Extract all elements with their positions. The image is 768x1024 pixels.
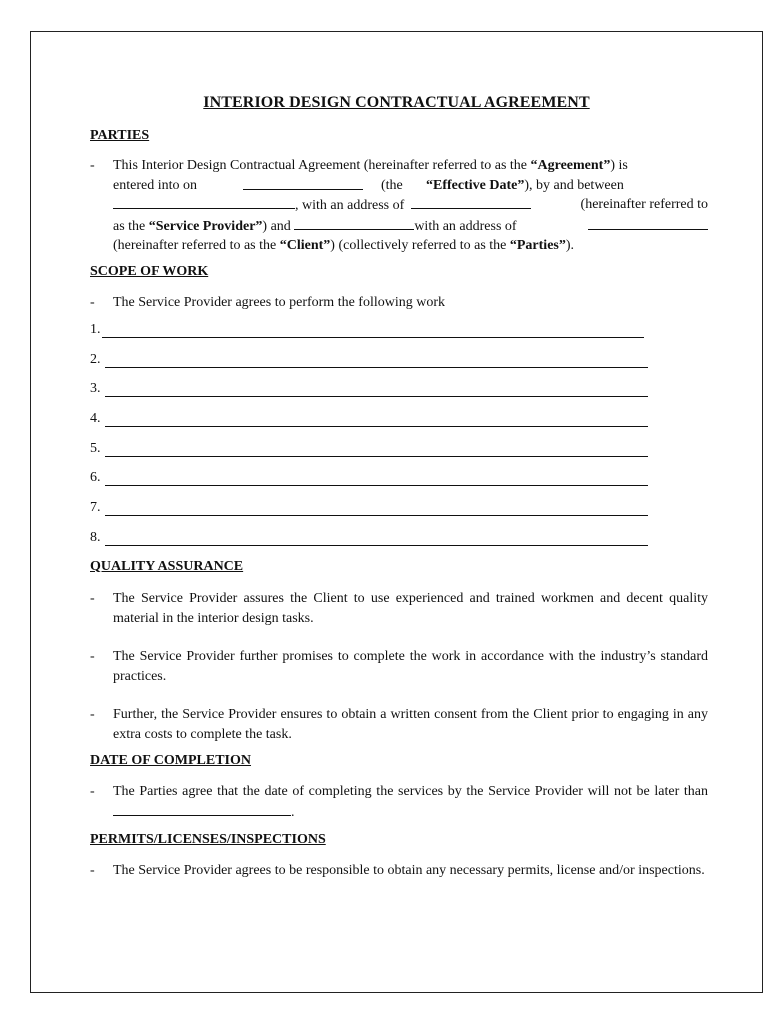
client-address-blank[interactable] <box>588 216 708 230</box>
completion-heading: DATE OF COMPLETION <box>90 753 252 768</box>
scope-item-blank[interactable] <box>105 545 648 546</box>
service-provider-name-blank[interactable] <box>113 195 295 209</box>
document-page: INTERIOR DESIGN CONTRACTUAL AGREEMENT PARTIES - This Interior Design Contractual Agreement (hereinafter referred to as the “Agreement”) is entered into on (the “Effective Date”), by and between , with an address of (hereinafter referred to as the “Service Provider”) and with an address of (hereinafter referred to as the “Client”) (collectively referred to as the “Parties”). SCOPE OF WORK - The Service Provider agrees to perform the following work 1. 2. 3. 4. 5. 6. 7. 8. QUALITY ASSURANCE - The Service Provider assures the Client to use experienced and trained workmen and decent quality material in the interior design tasks. - The Service Provider further promises to complete the work in accordance with the industry’s standard practices. - Further, the Service Provider ensures to obtain a written consent from the Client prior to engaging in any extra costs to complete the task. DATE OF COMPLETION - The Parties agree that the date of completing the services by the Service Provider will not be later than . PERMITS/LICENSES/INSPECTIONS - The Service Provider agrees to be responsible to obtain any necessary permits, license and/or inspections. <box>30 31 763 993</box>
permits-heading: PERMITS/LICENSES/INSPECTIONS <box>90 832 326 847</box>
parties-paragraph <box>90 156 708 256</box>
scope-intro: - The Service Provider agrees to perform the following work <box>90 293 708 313</box>
scope-item-blank[interactable] <box>105 515 648 516</box>
document-title: INTERIOR DESIGN CONTRACTUAL AGREEMENT <box>203 94 590 111</box>
completion-bullet: - The Parties agree that the date of completing the services by the Service Provider will not be later than . <box>90 784 708 820</box>
completion-date-blank[interactable] <box>113 802 291 816</box>
scope-item-blank[interactable] <box>102 337 644 338</box>
parties-line-5: (hereinafter referred to as the “Client”) (collectively referred to as the “Parties”). <box>113 238 575 253</box>
bullet-dash: - <box>90 158 95 173</box>
parties-heading: PARTIES <box>90 128 150 143</box>
client-name-blank[interactable] <box>294 216 414 230</box>
effective-date-blank[interactable] <box>243 176 363 190</box>
quality-heading: QUALITY ASSURANCE <box>90 559 244 574</box>
parties-line-4: as the “Service Provider”) and with an address of <box>113 216 708 237</box>
scope-item-blank[interactable] <box>105 456 648 457</box>
quality-bullet-1: - The Service Provider assures the Client to use experienced and trained workmen and decent quality material in the interior design tasks. <box>90 591 708 626</box>
scope-item-blank[interactable] <box>105 367 648 368</box>
quality-bullet-3: - Further, the Service Provider ensures to obtain a written consent from the Client prior to engaging in any extra costs to complete the task. <box>90 707 708 742</box>
parties-line-3: , with an address of (hereinafter referred to <box>113 195 708 216</box>
bullet-dash: - <box>90 295 95 310</box>
bullet-dash: - <box>90 863 95 878</box>
bullet-dash: - <box>90 784 95 799</box>
bullet-dash: - <box>90 591 95 606</box>
bullet-dash: - <box>90 707 95 722</box>
scope-item-blank[interactable] <box>105 426 648 427</box>
scope-heading: SCOPE OF WORK <box>90 264 209 279</box>
quality-bullet-2: - The Service Provider further promises to complete the work in accordance with the industry’s standard practices. <box>90 649 708 684</box>
permits-bullet: - The Service Provider agrees to be responsible to obtain any necessary permits, license and/or inspections. <box>90 861 708 881</box>
scope-item-blank[interactable] <box>105 485 648 486</box>
service-provider-address-blank[interactable] <box>411 195 531 209</box>
bullet-dash: - <box>90 649 95 664</box>
parties-line-2: entered into on (the “Effective Date”), by and between <box>113 177 624 193</box>
scope-item-blank[interactable] <box>105 396 648 397</box>
parties-line-1: This Interior Design Contractual Agreement (hereinafter referred to as the “Agreement”) is <box>113 158 628 173</box>
